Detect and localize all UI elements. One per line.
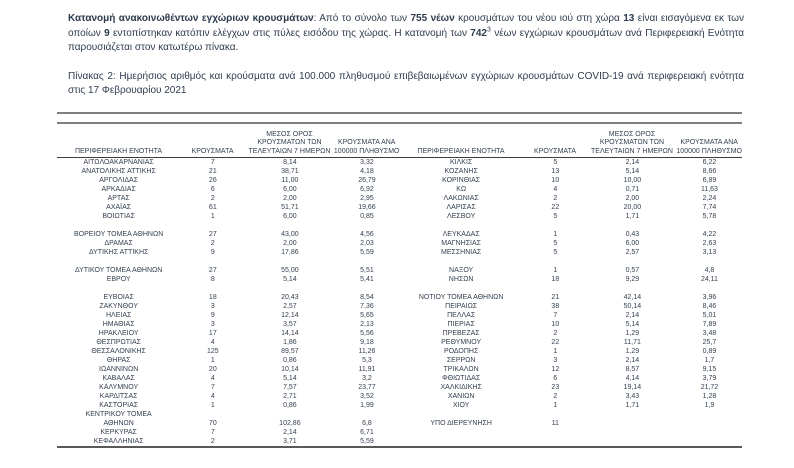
region-cell-left: ΑΡΤΑΣ: [107, 194, 130, 202]
region-cell-left: ΔΥΤΙΚΗΣ ΑΤΤΙΚΗΣ: [88, 248, 149, 256]
header-avg7-right: [588, 131, 677, 156]
table-caption: Πίνακας 2: Ημερήσιος αριθμός και κρούσματα ανά 100.000 πληθυσμού επιβεβαιωμένων εγχώριων κρουσμάτων COVID-19 ανά περιφερειακή ενότητα στις 17 Φεβρουαρίου 2021: [68, 70, 744, 97]
avg7-cell-left: 5,14: [283, 275, 297, 283]
per100k-cell-right: 4,22: [702, 230, 717, 238]
intro-segment: 13: [623, 13, 635, 24]
per100k-cell-right: 24,11: [700, 275, 718, 283]
per100k-cell-right: 3,13: [702, 248, 717, 256]
per100k-cell-right: 3,79: [702, 374, 717, 382]
region-cell-left: ΕΒΡΟΥ: [106, 275, 131, 283]
document-page: [0, 12, 794, 468]
region-cell-right: ΧΑΝΙΩΝ: [447, 392, 475, 400]
per100k-cell-left: 4,56: [360, 230, 374, 238]
cases-cell-right: 21: [551, 293, 560, 301]
region-cell-right: ΣΕΡΡΩΝ: [446, 356, 476, 364]
cases-cell-left: 2: [210, 239, 215, 247]
avg7-cell-right: 2,00: [625, 194, 640, 202]
cases-cell-right: 5: [553, 212, 558, 220]
avg7-cell-left: 2,00: [283, 194, 297, 202]
intro-paragraph: [68, 12, 744, 56]
region-cell-left: ΚΑΣΤΟΡΙΑΣ: [99, 401, 139, 409]
header-per100k-right-line2: 100000 ΠΛΗΘΥΣΜΟ: [676, 147, 742, 155]
cases-cell-right: 1: [553, 401, 558, 409]
region-cell-left: ΑΡΓΟΛΙΔΑΣ: [99, 176, 139, 184]
cases-cell-right: 5: [553, 248, 558, 256]
avg7-cell-right: 5,14: [625, 167, 640, 175]
table-row: [57, 239, 742, 248]
region-cell-right: ΧΙΟΥ: [452, 401, 470, 409]
avg7-cell-left: 2,00: [283, 239, 297, 247]
table-row: [57, 266, 742, 275]
per100k-cell-left: 5,51: [360, 266, 374, 274]
per100k-cell-left: 3,52: [360, 392, 374, 400]
avg7-cell-left: 5,14: [283, 374, 297, 382]
cases-cell-right: 38: [551, 302, 560, 310]
table-row: [57, 275, 742, 284]
cases-cell-left: 20: [208, 365, 217, 373]
avg7-cell-right: 6,00: [625, 239, 640, 247]
region-cell-left: ΚΕΦΑΛΛΗΝΙΑΣ: [93, 437, 144, 445]
avg7-cell-right: 5,14: [625, 320, 640, 328]
avg7-cell-left: 102,86: [279, 419, 301, 427]
per100k-cell-left: 23,77: [358, 383, 376, 391]
cases-cell-left: 6: [210, 185, 215, 193]
per100k-cell-left: 5,59: [360, 248, 374, 256]
region-cell-left: ΗΜΑΘΙΑΣ: [102, 320, 135, 328]
header-region-left: ΠΕΡΙΦΕΡΕΙΑΚΗ ΕΝΟΤΗΤΑ: [74, 147, 163, 155]
header-region-right: ΠΕΡΙΦΕΡΕΙΑΚΗ ΕΝΟΤΗΤΑ: [417, 147, 505, 155]
cases-cell-left: 3: [210, 320, 215, 328]
region-cell-left: ΔΥΤΙΚΟΥ ΤΟΜΕΑ ΑΘΗΝΩΝ: [74, 266, 163, 274]
avg7-cell-left: 14,14: [281, 329, 299, 337]
avg7-cell-right: 9,29: [625, 275, 640, 283]
avg7-cell-right: 4,14: [625, 374, 640, 382]
avg7-cell-left: 7,57: [283, 383, 297, 391]
header-per100k-left: [334, 139, 400, 156]
region-cell-right: ΝΑΞΟΥ: [449, 266, 474, 274]
per100k-cell-right: 7,74: [702, 203, 717, 211]
table-row: [57, 167, 742, 176]
region-cell-right: ΧΑΛΚΙΔΙΚΗΣ: [440, 383, 482, 391]
region-cell-right: ΚΙΛΚΙΣ: [450, 158, 473, 166]
table-gap-row: [57, 221, 742, 230]
region-cell-left: ΚΑΒΑΛΑΣ: [102, 374, 135, 382]
region-cell-left: ΑΝΑΤΟΛΙΚΗΣ ΑΤΤΙΚΗΣ: [81, 167, 156, 175]
region-cell-right: ΥΠΟ ΔΙΕΡΕΥΝΗΣΗ: [430, 419, 492, 427]
region-cell-right: ΠΙΕΡΙΑΣ: [447, 320, 475, 328]
region-cell-left: ΘΕΣΠΡΩΤΙΑΣ: [96, 338, 141, 346]
region-cell-left: ΚΕΡΚΥΡΑΣ: [100, 428, 137, 436]
cases-cell-left: 9: [210, 311, 215, 319]
per100k-cell-left: 5,59: [360, 437, 374, 445]
intro-segment: : Από το σύνολο των: [313, 13, 411, 24]
table-row: [57, 320, 742, 329]
table-row: [57, 437, 742, 446]
region-cell-left: ΘΗΡΑΣ: [106, 356, 131, 364]
table-row: [57, 302, 742, 311]
avg7-cell-right: 11,71: [623, 338, 641, 346]
table-row: [57, 338, 742, 347]
table-row: [57, 212, 742, 221]
per100k-cell-left: 2,13: [360, 320, 374, 328]
region-cell-left: ΕΥΒΟΙΑΣ: [103, 293, 134, 301]
table-row: [57, 194, 742, 203]
per100k-cell-left: 8,54: [360, 293, 374, 301]
avg7-cell-right: 1,29: [625, 329, 640, 337]
avg7-cell-left: 55,00: [281, 266, 299, 274]
region-cell-right: ΛΑΡΙΣΑΣ: [446, 203, 476, 211]
region-cell-left: ΔΡΑΜΑΣ: [104, 239, 133, 247]
avg7-cell-left: 12,14: [281, 311, 299, 319]
region-cell-right: ΡΟΔΟΠΗΣ: [443, 347, 479, 355]
header-avg7-right-line3: ΤΕΛΕΥΤΑΙΩΝ 7 ΗΜΕΡΩΝ: [591, 147, 673, 155]
avg7-cell-left: 2,71: [283, 392, 297, 400]
avg7-cell-right: 2,14: [625, 158, 640, 166]
cases-cell-right: 5: [553, 239, 558, 247]
per100k-cell-left: 1,99: [360, 401, 374, 409]
avg7-cell-right: 1,29: [625, 347, 640, 355]
per100k-cell-right: 6,89: [702, 176, 717, 184]
per100k-cell-left: 2,03: [360, 239, 374, 247]
region-cell-left: ΚΕΝΤΡΙΚΟΥ ΤΟΜΕΑ: [85, 410, 152, 418]
intro-segment: κρουσμάτων του νέου ιού στη χώρα: [454, 13, 624, 24]
per100k-cell-right: 2,63: [702, 239, 717, 247]
per100k-cell-left: 0,85: [360, 212, 374, 220]
per100k-cell-left: 5,41: [360, 275, 374, 283]
per100k-cell-left: 5,56: [360, 329, 374, 337]
table-row: [57, 428, 742, 437]
cases-cell-right: 1: [553, 230, 558, 238]
table-row: [57, 293, 742, 302]
per100k-cell-right: 0,89: [702, 347, 717, 355]
region-cell-right: ΜΕΣΣΗΝΙΑΣ: [441, 248, 482, 256]
avg7-cell-left: 38,71: [281, 167, 299, 175]
table-row: [57, 329, 742, 338]
cases-cell-left: 7: [210, 158, 215, 166]
header-avg7-left-line3: ΤΕΛΕΥΤΑΙΩΝ 7 ΗΜΕΡΩΝ: [248, 147, 331, 155]
table-row: [57, 365, 742, 374]
cases-cell-right: 1: [553, 266, 558, 274]
region-cell-left: ΒΟΡΕΙΟΥ ΤΟΜΕΑ ΑΘΗΝΩΝ: [74, 230, 164, 238]
per100k-cell-right: 8,46: [702, 302, 717, 310]
avg7-cell-right: 10,00: [623, 176, 642, 184]
per100k-cell-left: 3,2: [362, 374, 372, 382]
avg7-cell-right: 19,14: [623, 383, 642, 391]
region-cell-left: ΑΧΑΪΑΣ: [106, 203, 132, 211]
table-row: [57, 176, 742, 185]
region-cell-right: ΚΟΡΙΝΘΙΑΣ: [442, 176, 481, 184]
region-cell-left: ΚΑΡΔΙΤΣΑΣ: [99, 392, 138, 400]
intro-segment: Κατανομή ανακοινωθέντων εγχώριων κρουσμάτων: [68, 13, 314, 24]
per100k-cell-right: 8,66: [702, 167, 717, 175]
table-row: [57, 185, 742, 194]
cases-cell-left: 17: [208, 329, 217, 337]
table-header-row: [57, 124, 742, 158]
avg7-cell-right: 0,71: [625, 185, 640, 193]
region-cell-right: ΛΕΣΒΟΥ: [447, 212, 476, 220]
cases-cell-left: 4: [210, 338, 215, 346]
cases-cell-right: 12: [551, 365, 560, 373]
cases-cell-left: 9: [210, 248, 215, 256]
avg7-cell-right: 3,43: [625, 392, 640, 400]
cases-cell-right: 2: [553, 194, 558, 202]
region-cell-left: ΒΟΙΩΤΙΑΣ: [102, 212, 135, 220]
table-row: [57, 401, 742, 410]
cases-cell-right: 22: [551, 203, 560, 211]
table-row: [57, 419, 742, 428]
per100k-cell-left: 26,79: [358, 176, 376, 184]
avg7-cell-left: 0,86: [283, 356, 297, 364]
cases-cell-right: 2: [553, 329, 558, 337]
header-per100k-right-line1: ΚΡΟΥΣΜΑΤΑ ΑΝΑ: [680, 139, 738, 147]
header-per100k-right: [676, 139, 742, 156]
avg7-cell-left: 2,57: [283, 302, 297, 310]
avg7-cell-left: 1,86: [283, 338, 297, 346]
region-cell-left: ΙΩΑΝΝΙΝΩΝ: [99, 365, 139, 373]
cases-cell-left: 1: [210, 356, 215, 364]
per100k-cell-right: 25,7: [702, 338, 717, 346]
region-cell-right: ΜΑΓΝΗΣΙΑΣ: [441, 239, 481, 247]
avg7-cell-left: 2,14: [283, 428, 297, 436]
table-row: [57, 311, 742, 320]
cases-cell-left: 2: [210, 194, 215, 202]
per100k-cell-right: 21,72: [700, 383, 719, 391]
header-per100k-left-line2: 100000 ΠΛΗΘΥΣΜΟ: [333, 147, 400, 155]
avg7-cell-left: 0,86: [283, 401, 297, 409]
intro-segment: 9: [104, 27, 110, 39]
per100k-cell-left: 6,71: [360, 428, 374, 436]
per100k-cell-right: 5,01: [702, 311, 717, 319]
cases-cell-left: 1: [210, 212, 215, 220]
per100k-cell-right: 3,48: [702, 329, 717, 337]
cases-cell-right: 3: [553, 356, 558, 364]
region-cell-right: ΚΩ: [456, 185, 467, 193]
avg7-cell-right: 2,57: [625, 248, 640, 256]
per100k-cell-left: 5,3: [362, 356, 372, 364]
region-cell-right: ΤΡΙΚΑΛΩΝ: [443, 365, 479, 373]
intro-segment: 755 νέων: [410, 13, 455, 24]
per100k-cell-right: 3,96: [702, 293, 717, 301]
region-cell-right: ΚΟΖΑΝΗΣ: [444, 167, 478, 175]
table-top-border-1: [57, 112, 742, 114]
per100k-cell-right: 9,15: [702, 365, 717, 373]
avg7-cell-left: 3,71: [283, 437, 297, 445]
avg7-cell-left: 6,00: [283, 185, 297, 193]
table-row: [57, 347, 742, 356]
intro-segment: εντοπίστηκαν κατόπιν ελέγχων στις πύλες εισόδου της χώρας. Η κατανομή των: [109, 27, 471, 39]
intro-segment: είναι εισαγόμενα εκ των οποίων: [68, 13, 744, 39]
table-gap-row: [57, 257, 742, 266]
cases-cell-right: 13: [551, 167, 560, 175]
header-avg7-left-line2: ΚΡΟΥΣΜΑΤΩΝ ΤΩΝ: [257, 139, 322, 147]
cases-cell-left: 26: [208, 176, 217, 184]
avg7-cell-left: 8,14: [283, 158, 297, 166]
cases-cell-left: 8: [210, 275, 215, 283]
cases-cell-left: 4: [210, 374, 215, 382]
header-per100k-left-line1: ΚΡΟΥΣΜΑΤΑ ΑΝΑ: [337, 139, 396, 147]
region-cell-left: ΑΘΗΝΩΝ: [103, 419, 134, 427]
table-row: [57, 203, 742, 212]
per100k-cell-right: 4,8: [704, 266, 715, 274]
avg7-cell-left: 3,57: [283, 320, 297, 328]
table-row: [57, 248, 742, 257]
avg7-cell-left: 11,00: [281, 176, 299, 184]
cases-cell-left: 3: [210, 302, 215, 310]
region-cell-right: ΝΗΣΩΝ: [448, 275, 474, 283]
per100k-cell-right: 1,9: [704, 401, 715, 409]
cases-cell-left: 70: [208, 419, 217, 427]
per100k-cell-left: 2,95: [360, 194, 374, 202]
region-cell-right: ΛΑΚΩΝΙΑΣ: [443, 194, 479, 202]
cases-cell-right: 5: [553, 158, 558, 166]
per100k-cell-left: 7,36: [360, 302, 374, 310]
region-cell-left: ΘΕΣΣΑΛΟΝΙΚΗΣ: [91, 347, 146, 355]
avg7-cell-right: 8,57: [625, 365, 640, 373]
avg7-cell-right: 0,57: [625, 266, 640, 274]
avg7-cell-left: 43,00: [281, 230, 299, 238]
table-row: [57, 410, 742, 419]
cases-cell-left: 7: [210, 383, 215, 391]
header-avg7-left: [245, 131, 334, 156]
table-gap-row: [57, 284, 742, 293]
region-cell-left: ΗΛΕΙΑΣ: [105, 311, 132, 319]
table-body: [57, 158, 742, 446]
avg7-cell-left: 10,14: [281, 365, 299, 373]
table-row: [57, 374, 742, 383]
cases-cell-right: 7: [553, 311, 558, 319]
avg7-cell-right: 0,43: [625, 230, 640, 238]
cases-cell-left: 21: [208, 167, 217, 175]
per100k-cell-left: 11,91: [358, 365, 376, 373]
cases-cell-right: 6: [553, 374, 558, 382]
per100k-cell-left: 6,8: [362, 419, 372, 427]
cases-cell-right: 10: [551, 320, 560, 328]
cases-cell-right: 4: [553, 185, 558, 193]
per100k-cell-left: 3,32: [360, 158, 374, 166]
per100k-cell-right: 11,63: [700, 185, 718, 193]
per100k-cell-right: 1,7: [704, 356, 715, 364]
avg7-cell-left: 17,86: [281, 248, 299, 256]
cases-cell-right: 1: [553, 347, 558, 355]
region-cell-left: ΑΙΤΩΛΟΑΚΑΡΝΑΝΙΑΣ: [83, 158, 154, 166]
avg7-cell-right: 1,71: [625, 401, 640, 409]
per100k-cell-left: 19,66: [358, 203, 376, 211]
cases-cell-left: 1: [210, 401, 215, 409]
cases-cell-right: 11: [551, 419, 559, 427]
table-row: [57, 356, 742, 365]
cases-cell-right: 22: [551, 338, 560, 346]
cases-cell-right: 18: [551, 275, 560, 283]
table-row: [57, 230, 742, 239]
region-cell-right: ΠΕΛΛΑΣ: [447, 311, 476, 319]
per100k-cell-right: 1,28: [702, 392, 717, 400]
avg7-cell-right: 2,14: [625, 311, 640, 319]
region-cell-left: ΖΑΚΥΝΘΟΥ: [99, 302, 138, 310]
cases-cell-left: 2: [210, 437, 215, 445]
per100k-cell-left: 4,18: [360, 167, 374, 175]
intro-segment: 742: [470, 27, 487, 39]
avg7-cell-right: 1,71: [625, 212, 640, 220]
table-row: [57, 383, 742, 392]
per100k-cell-right: 5,78: [702, 212, 717, 220]
region-cell-right: ΝΟΤΙΟΥ ΤΟΜΕΑ ΑΘΗΝΩΝ: [418, 293, 504, 301]
avg7-cell-right: 2,14: [625, 356, 640, 364]
table-bottom-border: [57, 446, 742, 448]
avg7-cell-left: 6,00: [283, 212, 297, 220]
region-cell-right: ΡΕΘΥΜΝΟΥ: [441, 338, 482, 346]
region-cell-left: ΚΑΛΥΜΝΟΥ: [99, 383, 139, 391]
cases-cell-left: 27: [208, 266, 217, 274]
region-cell-right: ΠΡΕΒΕΖΑΣ: [442, 329, 480, 337]
covid-region-table: [57, 112, 742, 448]
avg7-cell-right: 50,14: [623, 302, 642, 310]
header-avg7-right-line1: ΜΕΣΟΣ ΟΡΟΣ: [608, 131, 656, 139]
cases-cell-right: 2: [553, 392, 558, 400]
per100k-cell-left: 6,92: [360, 185, 374, 193]
per100k-cell-right: 7,89: [702, 320, 717, 328]
table-row: [57, 158, 742, 167]
region-cell-right: ΛΕΥΚΑΔΑΣ: [442, 230, 480, 238]
avg7-cell-right: 42,14: [623, 293, 642, 301]
header-avg7-right-line2: ΚΡΟΥΣΜΑΤΩΝ ΤΩΝ: [599, 139, 665, 147]
avg7-cell-left: 20,43: [281, 293, 299, 301]
header-cases-left: ΚΡΟΥΣΜΑΤΑ: [191, 147, 234, 155]
footnote-superscript: 3: [486, 26, 491, 34]
cases-cell-left: 125: [206, 347, 219, 355]
avg7-cell-left: 89,57: [281, 347, 299, 355]
cases-cell-right: 23: [551, 383, 560, 391]
table-row: [57, 392, 742, 401]
per100k-cell-right: 2,24: [702, 194, 717, 202]
per100k-cell-right: 6,22: [702, 158, 717, 166]
cases-cell-left: 7: [210, 428, 215, 436]
cases-cell-left: 18: [208, 293, 217, 301]
header-cases-right: ΚΡΟΥΣΜΑΤΑ: [534, 147, 577, 155]
per100k-cell-left: 9,18: [360, 338, 374, 346]
region-cell-left: ΑΡΚΑΔΙΑΣ: [101, 185, 136, 193]
header-avg7-left-line1: ΜΕΣΟΣ ΟΡΟΣ: [266, 131, 313, 139]
intro-segment: νέων εγχώριων κρουσμάτων ανά Περιφερειακή Ενότητα παρουσιάζεται στον κατωτέρω πίνακα.: [68, 27, 744, 54]
cases-cell-left: 61: [208, 203, 217, 211]
region-cell-right: ΠΕΙΡΑΙΩΣ: [445, 302, 478, 310]
per100k-cell-left: 11,26: [358, 347, 376, 355]
cases-cell-right: 10: [551, 176, 560, 184]
avg7-cell-left: 51,71: [281, 203, 299, 211]
region-cell-left: ΗΡΑΚΛΕΙΟΥ: [98, 329, 139, 337]
region-cell-right: ΦΘΙΩΤΙΔΑΣ: [442, 374, 481, 382]
cases-cell-left: 27: [208, 230, 217, 238]
cases-cell-left: 4: [210, 392, 215, 400]
avg7-cell-right: 20,00: [623, 203, 642, 211]
per100k-cell-left: 5,65: [360, 311, 374, 319]
